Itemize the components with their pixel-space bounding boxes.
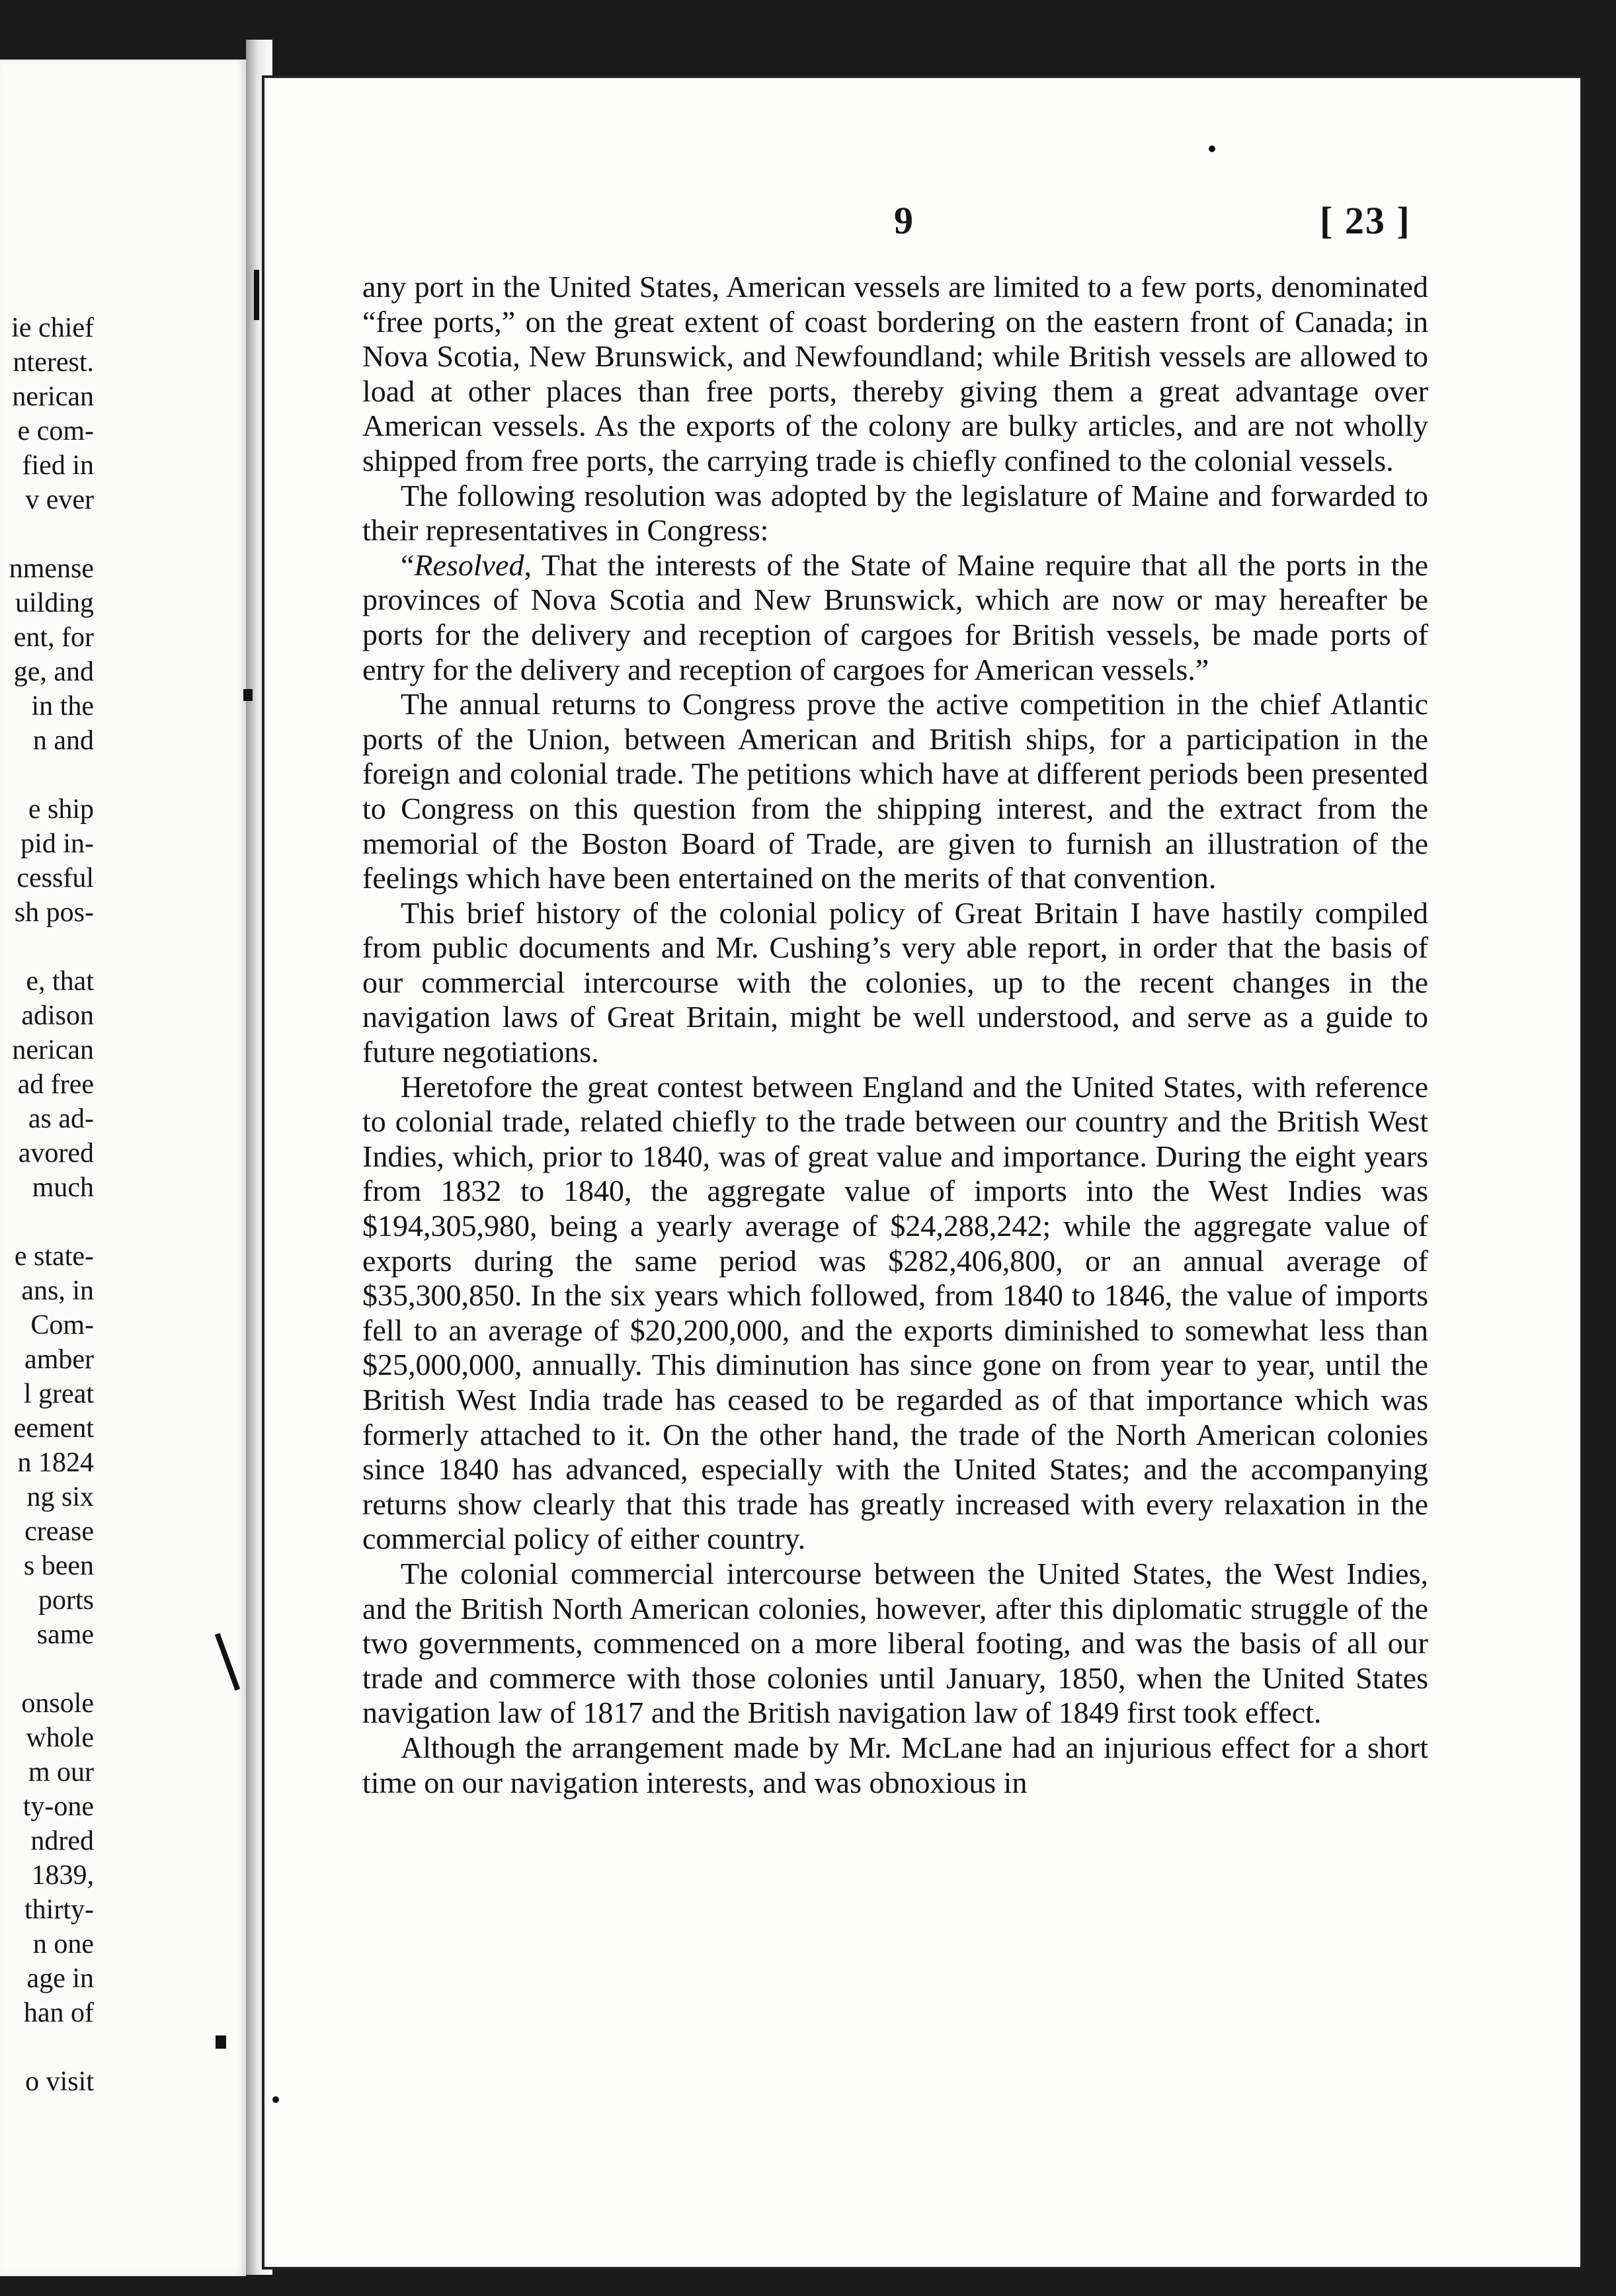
left-page-fragment: Com- (30, 1310, 94, 1340)
left-page-fragment: thirty- (24, 1895, 94, 1925)
left-page-fragment: as ad- (28, 1104, 94, 1134)
left-page-fragment: nerican (12, 382, 94, 412)
left-page-fragment: much (32, 1172, 94, 1203)
left-page-fragment: ent, for (13, 622, 94, 653)
left-page-fragment (0, 1652, 94, 1686)
left-page-fragment (0, 517, 94, 552)
left-page-fragment: avored (18, 1138, 94, 1168)
left-page-fragment: ty-one (22, 1791, 94, 1822)
resolution-quote: “Resolved, That the interests of the State of Maine require that all the ports in the provinces of Nova Scotia and New Brunswick, which are now or may hereafter be ports for the delivery and reception of cargoes for British vessels, be made ports of entry for the delivery and reception of cargoes for American vessels.” (362, 548, 1428, 686)
left-page-fragment: n one (32, 1929, 94, 1959)
left-page-fragment: in the (31, 691, 94, 721)
paragraph-4: This brief history of the colonial policy of Great Britain I have hastily compiled from public documents and Mr. Cushing’s very able report, in order that the basis of our commercial intercourse with the colonies, up to the recent changes in the navigation laws of Great Britain, might be well understood, and serve as a guide to future negotiations. (362, 895, 1428, 1069)
left-page-fragment: fied in (22, 450, 94, 481)
left-page-fragment: han of (23, 1998, 94, 2028)
left-page-fragment: ans, in (21, 1276, 94, 1306)
left-page-fragment: nerican (12, 1035, 94, 1065)
left-page-fragment: age in (26, 1963, 94, 1994)
left-page-fragment: cessful (17, 863, 94, 893)
paragraph-5: Heretofore the great contest between England and the United States, with reference to colonial trade, related chiefly to the trade between our country and the British West Indies, which, prior to 1840, was of great value and importance. During the eight years from 1832 to 1840, the aggregate value of imports into the West Indies was $194,305,980, being a yearly average of $24,288,242; while the aggregate value of exports during the same period was $282,406,800, or an annual average of $35,300,850. In the six years which followed, from 1840 to 1846, the value of imports fell to an average of $20,200,000, and the exports diminished to somewhat less than $25,000,000, annually. This diminution has since gone on from year to year, until the British West India trade has ceased to be regarded as of that importance which was formerly attached to it. On the other hand, the trade of the North American colonies since 1840 has advanced, especially with the United States; and the accompanying returns show clearly that this trade has greatly increased with every relaxation in the commercial policy of either country. (362, 1069, 1428, 1556)
left-page-fragment: uilding (15, 588, 94, 618)
speck (272, 2096, 279, 2103)
left-page-fragment: whole (26, 1723, 94, 1753)
binding-stitch-top (254, 270, 259, 320)
document-number: [ 23 ] (1320, 199, 1411, 242)
left-page-fragment: onsole (21, 1688, 94, 1719)
left-page-fragment: 1839, (31, 1860, 94, 1891)
body-text (362, 270, 1428, 1800)
paragraph-3: The annual returns to Congress prove the active competition in the chief Atlantic ports of the Union, between American and British ships, for a participation in the foreign and colonial trade. The petitions which have at different periods been presented to Congress on this question from the shipping interest, and the extract from the memorial of the Boston Board of Trade, are given to furnish an illustration of the feelings which have been entertained on the merits of that convention. (362, 687, 1428, 895)
left-page-fragment: l great (23, 1379, 94, 1409)
left-page-fragment: sh pos- (14, 897, 94, 928)
paragraph-1: any port in the United States, American vessels are limited to a few ports, denominated “free ports,” on the great extent of coast bordering on the eastern front of Canada; in Nova Scotia, New Brunswick, and Newfoundland; while British vessels are allowed to load at other places than free ports, thereby giving them a great advantage over American vessels. As the exports of the colony are bulky articles, and are not wholly shipped from free ports, the carrying trade is chiefly confined to the colonial vessels. (362, 270, 1428, 477)
binding-stitch-bottom (216, 2035, 226, 2049)
paragraph-7: Although the arrangement made by Mr. McLane had an injurious effect for a short time on our navigation interests, and was obnoxious in (362, 1730, 1428, 1799)
left-page-fragment: ad free (17, 1069, 94, 1100)
binding-stitch-mid (243, 689, 253, 701)
left-page-fragment (0, 930, 94, 964)
left-page-edge (0, 60, 246, 2276)
left-page-fragment: e state- (14, 1241, 94, 1272)
left-page-fragment: crease (24, 1516, 94, 1547)
left-page-fragment: pid in- (20, 829, 94, 859)
left-page-fragment (0, 758, 94, 792)
page-number: 9 (894, 199, 913, 242)
left-page-fragment: ie chief (11, 313, 94, 343)
left-page-fragment: ge, and (13, 657, 94, 687)
resolved-emphasis: Resolved (414, 548, 524, 582)
left-page-fragment: s been (23, 1551, 94, 1581)
left-page-fragment: o visit (25, 2067, 94, 2097)
left-page-fragment: e, that (26, 966, 94, 997)
left-page-fragment: ng six (26, 1482, 94, 1512)
left-page-fragment (0, 1205, 94, 1239)
left-page-fragment: m our (28, 1757, 94, 1787)
left-page-fragment: ports (38, 1585, 94, 1616)
paragraph-6: The colonial commercial intercourse between the United States, the West Indies, and the British North American colonies, however, after this diplomatic struggle of the two governments, commenced on a more liberal footing, and was the basis of all our trade and commerce with those colonies until January, 1850, when the United States navigation law of 1817 and the British navigation law of 1849 first took effect. (362, 1556, 1428, 1730)
speck (1209, 145, 1215, 152)
left-page-fragment: eement (13, 1413, 94, 1444)
left-page-fragment: n 1824 (17, 1448, 94, 1478)
left-page-fragment: amber (24, 1344, 94, 1375)
left-page-fragment: e com- (17, 416, 94, 446)
left-page-fragment: v ever (25, 485, 94, 515)
left-page-fragment: e ship (28, 794, 94, 825)
paragraph-2: The following resolution was adopted by the legislature of Maine and forwarded to their representatives in Congress: (362, 478, 1428, 548)
left-page-fragment: ndred (30, 1826, 94, 1856)
left-page-fragment: nmense (9, 554, 94, 584)
left-page-fragment: adison (21, 1001, 94, 1031)
left-page-fragment: nterest. (13, 347, 94, 378)
left-page-fragment: same (36, 1620, 94, 1650)
left-page-fragment (0, 2030, 94, 2065)
left-page-fragment: n and (32, 725, 94, 756)
